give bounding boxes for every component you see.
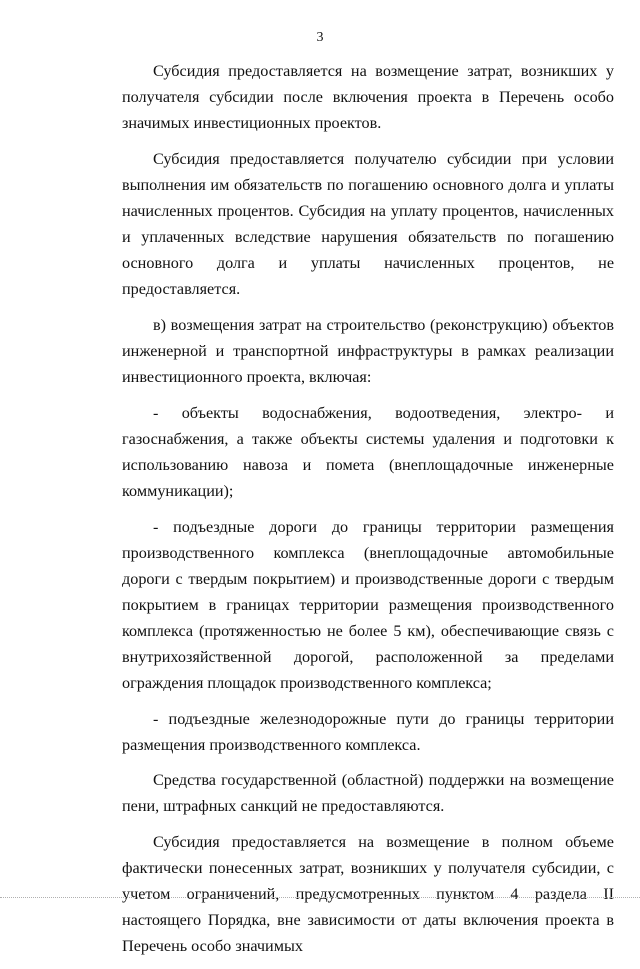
- paragraph-full-reimbursement: Субсидия предоставляется на возмещение в полном объеме фактически понесенных затрат, возникших у получателя субсидии, с учетом ограничений, предусмотренных пунктом 4 раздела II настоящего Порядка, вне зависимости от даты включения проекта в Перечень особо значимых: [122, 833, 614, 956]
- list-item-utilities: - объекты водоснабжения, водоотведения, электро- и газоснабжения, а также объекты системы удаления и подготовки к использованию навоза и помета (внеплощадочные инженерные коммуникации);: [122, 403, 614, 500]
- paragraph-subsidy-reimbursement: Субсидия предоставляется на возмещение затрат, возникших у получателя субсидии после включения проекта в Перечень особо значимых инвестиционных проектов.: [122, 62, 614, 133]
- list-item-access-roads: - подъездные дороги до границы территории размещения производственного комплекса (внеплощадочные автомобильные дороги с твердым покрытием) и производственные дороги с твердым покрытием в границах территории размещения производственного комплекса (протяженностью не более 5 км), обеспечивающие связь с внутрихозяйственной дорогой, расположенной за пределами ограждения площадок производственного комплекса;: [122, 517, 614, 693]
- paragraph-item-v-infrastructure: в) возмещения затрат на строительство (реконструкцию) объектов инженерной и транспортной инфраструктуры в рамках реализации инвестиционного проекта, включая:: [122, 315, 614, 387]
- paragraph-no-penalties: Средства государственной (областной) поддержки на возмещение пени, штрафных санкций не предоставляются.: [122, 771, 614, 816]
- page-number: 3: [316, 30, 324, 45]
- page-bottom-edge: [0, 897, 640, 898]
- document-body: [122, 58, 614, 969]
- list-item-railway-tracks: - подъездные железнодорожные пути до границы территории размещения производственного комплекса.: [122, 709, 614, 754]
- paragraph-subsidy-conditions: Субсидия предоставляется получателю субсидии при условии выполнения им обязательств по погашению основного долга и уплаты начисленных процентов. Субсидия на уплату процентов, начисленных и уплаченных вследствие нарушения обязательств по погашению основного долга и уплаты начисленных процентов, не предоставляется.: [122, 149, 614, 299]
